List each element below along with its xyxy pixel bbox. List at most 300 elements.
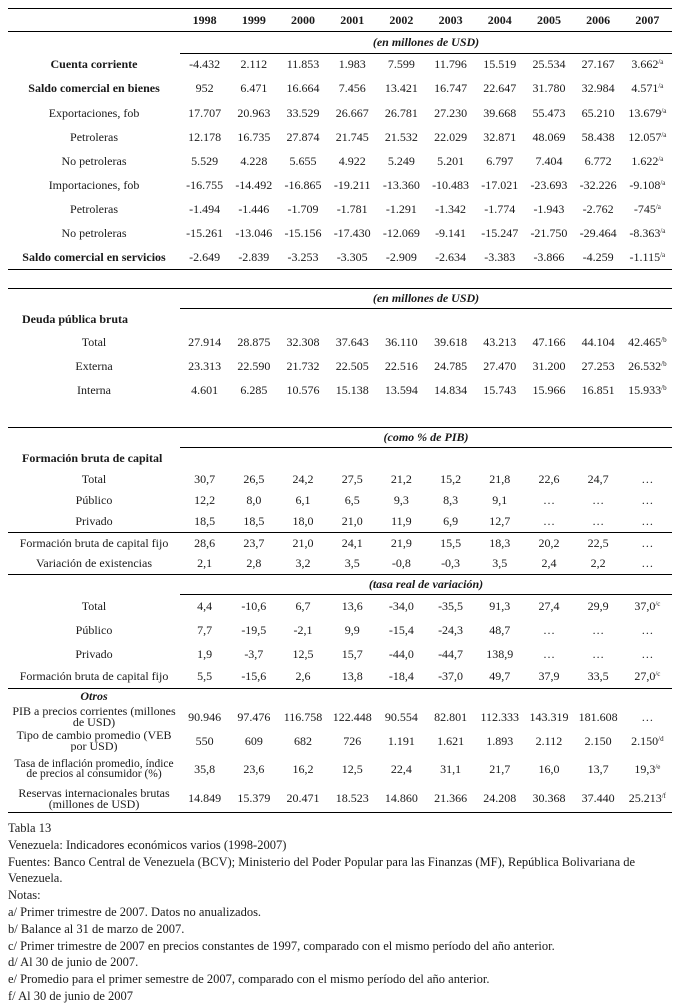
group-title-row: [8, 447, 672, 469]
value-cell: 32.871: [483, 130, 517, 144]
value-cell: 32.984: [581, 81, 615, 95]
value-cell: 2,4: [541, 556, 557, 571]
value-cell: -3.305: [328, 246, 377, 270]
value-cell: 18,0: [292, 513, 314, 528]
value-cell: 9,3: [393, 493, 409, 507]
value-cell: 112.333: [480, 709, 520, 724]
value-cell: 27.914: [188, 335, 222, 349]
footnote-marker: /f: [661, 792, 666, 801]
group-title-row: [8, 309, 672, 331]
value-cell: 27,5: [341, 472, 363, 486]
row-label: Tasa de inflación promedio, índice de precios al consumidor (%): [14, 757, 174, 780]
section-blank: [8, 32, 180, 54]
table-row: [8, 222, 672, 246]
value-cell: $2.150^{/d}$: [631, 733, 664, 748]
row-label: Privado: [75, 513, 113, 528]
value-cell: …: [641, 493, 654, 507]
value-cell: 31.200: [532, 359, 566, 373]
table-row: [8, 730, 672, 752]
value-cell: 15.966: [532, 383, 566, 397]
value-cell: 13.594: [384, 383, 418, 397]
value-cell: 22.505: [335, 359, 369, 373]
value-cell: -2.649: [180, 246, 229, 270]
value-cell: 26,5: [243, 472, 265, 486]
value-cell: 2,2: [590, 556, 606, 571]
value-cell: 18,5: [243, 513, 265, 528]
value-cell: 32.308: [286, 335, 320, 349]
footnote-marker: /b: [661, 360, 667, 368]
value-cell: -23.693: [530, 178, 568, 192]
value-cell: 143.319: [529, 709, 569, 724]
value-cell: 24,1: [328, 532, 377, 554]
group-title: Otros: [8, 688, 180, 704]
value-cell: 18,3: [475, 532, 524, 554]
value-cell: 13.421: [384, 81, 418, 95]
table-number: Tabla 13: [8, 821, 52, 835]
row-label: Cuenta corriente: [50, 57, 138, 71]
indicators-table: [8, 8, 672, 813]
value-cell: 15,2: [440, 472, 462, 486]
section-blank: [8, 574, 180, 594]
value-cell: $-9.108^{/a}$: [629, 178, 666, 192]
year-header: 2001: [328, 9, 377, 32]
value-cell: …: [641, 622, 654, 637]
empty-cell: [278, 688, 327, 704]
value-cell: 44.104: [581, 335, 615, 349]
value-cell: 14.849: [180, 786, 229, 812]
value-cell: -29.464: [579, 226, 617, 240]
value-cell: 4.228: [240, 154, 268, 168]
value-cell: -12.069: [382, 226, 420, 240]
value-cell: 3,5: [344, 556, 360, 571]
header-blank: [8, 9, 180, 32]
empty-cell: [377, 309, 426, 331]
empty-cell: [278, 309, 327, 331]
row-label: Tipo de cambio promedio (VEB por USD): [16, 730, 172, 752]
value-cell: 43.213: [483, 335, 517, 349]
value-cell: 20.963: [237, 106, 271, 120]
value-cell: 58.438: [581, 130, 615, 144]
value-cell: 16.735: [237, 130, 271, 144]
value-cell: 21.532: [384, 130, 418, 144]
footnote-marker: /a: [655, 203, 661, 211]
table-row: [8, 102, 672, 126]
row-label: Externa: [75, 359, 113, 373]
value-cell: -10.483: [432, 178, 470, 192]
value-cell: 2.112: [535, 733, 563, 748]
spacer-row: [8, 270, 672, 289]
value-cell: -37,0: [438, 669, 464, 684]
value-cell: 21,9: [377, 532, 426, 554]
value-cell: 15,5: [426, 532, 475, 554]
value-cell: -3.383: [475, 246, 524, 270]
value-cell: -1.342: [435, 202, 467, 216]
value-cell: $-1.115^{/a}$: [623, 246, 672, 270]
table-row: [8, 246, 672, 270]
value-cell: 33,5: [587, 669, 609, 684]
value-cell: 7.404: [535, 154, 563, 168]
value-cell: -14.492: [235, 178, 273, 192]
row-label: No petroleras: [61, 226, 127, 240]
note-c: c/ Primer trimestre de 2007 en precios constantes de 1997, comparado con el mismo período del año anterior.: [8, 938, 555, 953]
note-a: a/ Primer trimestre de 2007. Datos no anualizados.: [8, 904, 262, 919]
empty-cell: [328, 688, 377, 704]
value-cell: 21,8: [489, 472, 511, 486]
value-cell: -15,4: [388, 622, 414, 637]
value-cell: 82.801: [434, 709, 468, 724]
value-cell: 15.379: [229, 786, 278, 812]
value-cell: 33.529: [286, 106, 320, 120]
value-cell: 726: [343, 733, 362, 748]
value-cell: $37,0^{/c}$: [634, 598, 661, 613]
note-d: d/ Al 30 de junio de 2007.: [8, 955, 139, 970]
note-b: b/ Balance al 31 de marzo de 2007.: [8, 921, 185, 936]
value-cell: -24,3: [438, 622, 464, 637]
value-cell: -15.156: [284, 226, 322, 240]
value-cell: 2.112: [240, 57, 268, 72]
footnote-marker: /c: [655, 670, 661, 679]
empty-cell: [278, 447, 327, 469]
row-label: Saldo comercial en bienes: [28, 81, 160, 95]
section-header-row: [8, 574, 672, 594]
value-cell: 10.576: [286, 383, 320, 397]
row-label: Exportaciones, fob: [48, 106, 140, 120]
value-cell: 4.601: [191, 383, 219, 397]
value-cell: -1.446: [238, 202, 270, 216]
value-cell: …: [641, 472, 654, 486]
year-header: 2000: [278, 9, 327, 32]
value-cell: $12.057^{/a}$: [628, 130, 667, 144]
empty-cell: [475, 688, 524, 704]
table-row: [8, 331, 672, 355]
value-cell: 23,7: [229, 532, 278, 554]
year-header: 2006: [574, 9, 623, 32]
value-cell: -17.430: [333, 226, 371, 240]
value-cell: 90.946: [188, 709, 222, 724]
row-label: Formación bruta de capital fijo: [8, 532, 180, 554]
value-cell: -15.261: [186, 226, 224, 240]
spacer-row: [8, 403, 672, 428]
value-cell: 29,9: [587, 598, 609, 613]
value-cell: 15,7: [341, 646, 363, 661]
footnote-marker: /e: [655, 762, 661, 771]
value-cell: -18,4: [388, 669, 414, 684]
value-cell: 609: [244, 733, 263, 748]
value-cell: 16,2: [292, 761, 314, 776]
value-cell: 6,1: [295, 493, 311, 507]
value-cell: 682: [294, 733, 312, 748]
value-cell: -0,3: [441, 556, 461, 571]
value-cell: 550: [195, 733, 214, 748]
value-cell: -2.909: [377, 246, 426, 270]
footnote-marker: /a: [660, 227, 666, 235]
value-cell: 55.473: [532, 106, 566, 120]
value-cell: 23,6: [243, 761, 265, 776]
value-cell: 17.707: [188, 106, 222, 120]
value-cell: 16.747: [434, 81, 468, 95]
footnote-marker: /a: [658, 155, 664, 163]
value-cell: 20.471: [278, 786, 327, 812]
row-label: Total: [81, 472, 107, 486]
value-cell: 18.523: [328, 786, 377, 812]
value-cell: 12.178: [188, 130, 222, 144]
row-label: Reservas internacionales brutas (millones de USD): [8, 786, 180, 812]
value-cell: 21.366: [426, 786, 475, 812]
value-cell: -19,5: [241, 622, 267, 637]
group-title-row: [8, 688, 672, 704]
year-header: 2003: [426, 9, 475, 32]
value-cell: 1,9: [197, 646, 213, 661]
empty-cell: [180, 309, 229, 331]
section-unit-label: (tasa real de variación): [180, 574, 672, 594]
table-notes: [8, 820, 672, 1005]
value-cell: 6,7: [295, 598, 311, 613]
section-header-row: [8, 32, 672, 54]
value-cell: 90.554: [384, 709, 418, 724]
value-cell: -15.247: [481, 226, 519, 240]
empty-cell: [524, 447, 573, 469]
value-cell: 7,7: [197, 622, 213, 637]
footnote-marker: /c: [655, 599, 661, 608]
value-cell: -9.141: [435, 226, 467, 240]
value-cell: -4.259: [574, 246, 623, 270]
table-sources: Fuentes: Banco Central de Venezuela (BCV); Ministerio del Poder Popular para las Finanzas (MF), República Bolivariana de Venezuela.: [8, 854, 636, 886]
value-cell: 2,8: [246, 556, 262, 571]
value-cell: 27.253: [581, 359, 615, 373]
value-cell: -34,0: [388, 598, 414, 613]
value-cell: 48,7: [489, 622, 511, 637]
group-title: Deuda pública bruta: [22, 312, 129, 326]
table-row: [8, 490, 672, 511]
value-cell: 6,5: [344, 493, 360, 507]
value-cell: 14.834: [434, 383, 468, 397]
value-cell: 16,0: [538, 761, 560, 776]
value-cell: 5.249: [387, 154, 415, 168]
value-cell: 31,1: [440, 761, 462, 776]
footnote-marker: /a: [658, 82, 664, 90]
value-cell: 122.448: [332, 709, 372, 724]
table-row: [8, 594, 672, 618]
value-cell: …: [542, 622, 555, 637]
value-cell: 181.608: [578, 709, 618, 724]
empty-cell: [524, 309, 573, 331]
value-cell: -3,7: [244, 646, 264, 661]
empty-cell: [180, 447, 229, 469]
value-cell: 20,2: [524, 532, 573, 554]
footnote-marker: /b: [661, 384, 667, 392]
value-cell: -35,5: [438, 598, 464, 613]
empty-cell: [574, 688, 623, 704]
value-cell: 5,5: [197, 669, 213, 684]
value-cell: -1.494: [189, 202, 221, 216]
row-label: PIB a precios corrientes (millones de USD): [12, 704, 176, 729]
note-e: e/ Promedio para el primer semestre de 2007, comparado con el mismo período del año anterior.: [8, 972, 490, 987]
value-cell: -0,8: [391, 556, 411, 571]
value-cell: 27,4: [538, 598, 560, 613]
value-cell: -13.046: [235, 226, 273, 240]
value-cell: $4.571^{/a}$: [631, 81, 664, 95]
value-cell: -1.291: [385, 202, 417, 216]
value-cell: 36.110: [385, 335, 418, 349]
value-cell: -16.755: [186, 178, 224, 192]
value-cell: $-8.363^{/a}$: [629, 226, 666, 240]
value-cell: -2.839: [229, 246, 278, 270]
value-cell: 21,7: [489, 761, 511, 776]
value-cell: 39.618: [434, 335, 468, 349]
value-cell: -1.709: [287, 202, 319, 216]
value-cell: 91,3: [489, 598, 511, 613]
value-cell: 2.150: [584, 733, 612, 748]
row-label: No petroleras: [61, 154, 127, 168]
value-cell: 2,6: [295, 669, 311, 684]
value-cell: 12,7: [489, 513, 511, 528]
year-header-row: [8, 9, 672, 32]
row-label: Saldo comercial en servicios: [8, 246, 180, 270]
value-cell: -17.021: [481, 178, 519, 192]
value-cell: 1.983: [338, 57, 366, 72]
value-cell: $27,0^{/c}$: [634, 669, 661, 684]
notes-heading: Notas:: [8, 888, 41, 903]
note-f: f/ Al 30 de junio de 2007: [8, 988, 133, 1003]
value-cell: 5.655: [289, 154, 317, 168]
value-cell: 27.230: [434, 106, 468, 120]
value-cell: 27.167: [581, 57, 615, 72]
empty-cell: [377, 688, 426, 704]
value-cell: 97.476: [237, 709, 271, 724]
value-cell: 15.138: [335, 383, 369, 397]
empty-cell: [377, 447, 426, 469]
value-cell: $-745^{/a}$: [633, 202, 661, 216]
section-unit-label: (como % de PIB): [180, 427, 672, 447]
value-cell: 22.029: [434, 130, 468, 144]
row-label: Petroleras: [70, 202, 118, 216]
spacer-cell: [8, 270, 672, 289]
value-cell: 8,0: [246, 493, 262, 507]
row-label: Privado: [75, 646, 113, 661]
value-cell: 21,0: [278, 532, 327, 554]
value-cell: 952: [195, 81, 214, 95]
empty-cell: [574, 447, 623, 469]
value-cell: 24.785: [434, 359, 468, 373]
value-cell: 13,7: [587, 761, 609, 776]
section-unit-label: (en millones de USD): [180, 289, 672, 309]
year-header: 1998: [180, 9, 229, 32]
value-cell: $15.933^{/b}$: [628, 383, 667, 397]
value-cell: 12,2: [194, 493, 216, 507]
table-row: [8, 642, 672, 666]
row-label: Público: [75, 493, 113, 507]
value-cell: 37.440: [574, 786, 623, 812]
empty-cell: [328, 309, 377, 331]
value-cell: 1.621: [437, 733, 465, 748]
value-cell: 15.743: [483, 383, 517, 397]
footnote-marker: /b: [661, 336, 667, 344]
value-cell: 6.797: [486, 154, 514, 168]
section-unit-label: (en millones de USD): [180, 32, 672, 54]
table-row: [8, 786, 672, 812]
table-row: [8, 469, 672, 490]
value-cell: 24.208: [475, 786, 524, 812]
row-label: Importaciones, fob: [48, 178, 140, 192]
value-cell: …: [641, 709, 654, 724]
table-row: [8, 198, 672, 222]
value-cell: 3,2: [295, 556, 311, 571]
value-cell: 6.471: [240, 81, 268, 95]
value-cell: 24,7: [587, 472, 609, 486]
table-caption: Venezuela: Indicadores económicos varios (1998-2007): [8, 837, 287, 852]
year-header: 2002: [377, 9, 426, 32]
value-cell: 22.647: [483, 81, 517, 95]
value-cell: 37,9: [538, 669, 560, 684]
value-cell: $13.679^{/a}$: [628, 106, 667, 120]
value-cell: 6.772: [584, 154, 612, 168]
value-cell: 9,9: [344, 622, 360, 637]
footnote-marker: /a: [660, 250, 666, 259]
value-cell: 16.664: [286, 81, 320, 95]
value-cell: $26.532^{/b}$: [628, 359, 667, 373]
value-cell: 13,8: [341, 669, 363, 684]
value-cell: 35,8: [194, 761, 216, 776]
value-cell: …: [542, 513, 555, 528]
value-cell: 26.667: [335, 106, 369, 120]
empty-cell: [426, 309, 475, 331]
value-cell: $19,3^{/e}$: [634, 761, 661, 776]
table-row: [8, 511, 672, 532]
spacer-cell: [8, 403, 672, 428]
value-cell: 7.456: [338, 81, 366, 95]
value-cell: -2.634: [426, 246, 475, 270]
value-cell: …: [592, 622, 605, 637]
value-cell: -44,7: [438, 646, 464, 661]
value-cell: …: [542, 493, 555, 507]
empty-cell: [426, 447, 475, 469]
empty-cell: [180, 688, 229, 704]
value-cell: -19.211: [333, 178, 371, 192]
row-label: Interna: [77, 383, 111, 397]
value-cell: 30.368: [524, 786, 573, 812]
section-header-row: [8, 427, 672, 447]
value-cell: …: [641, 556, 654, 571]
row-label: Total: [81, 598, 107, 613]
value-cell: -3.253: [278, 246, 327, 270]
empty-cell: [426, 688, 475, 704]
value-cell: 1.191: [387, 733, 415, 748]
value-cell: 11.853: [286, 57, 320, 72]
row-label: Formación bruta de capital fijo: [19, 669, 169, 684]
value-cell: 11,9: [391, 513, 412, 528]
value-cell: 22.590: [237, 359, 271, 373]
value-cell: …: [592, 493, 605, 507]
value-cell: 14.860: [377, 786, 426, 812]
value-cell: 48.069: [532, 130, 566, 144]
value-cell: $1.622^{/a}$: [631, 154, 664, 168]
value-cell: 31.780: [532, 81, 566, 95]
value-cell: -32.226: [579, 178, 617, 192]
value-cell: 23.313: [188, 359, 222, 373]
year-header: 2004: [475, 9, 524, 32]
value-cell: -2.762: [582, 202, 614, 216]
value-cell: 8,3: [443, 493, 459, 507]
empty-cell: [229, 447, 278, 469]
value-cell: 24,2: [292, 472, 314, 486]
section-blank: [8, 289, 180, 309]
value-cell: …: [592, 513, 605, 528]
value-cell: …: [641, 513, 654, 528]
value-cell: -15,6: [241, 669, 267, 684]
value-cell: 22.516: [384, 359, 418, 373]
value-cell: 5.201: [437, 154, 465, 168]
year-header: 2005: [524, 9, 573, 32]
